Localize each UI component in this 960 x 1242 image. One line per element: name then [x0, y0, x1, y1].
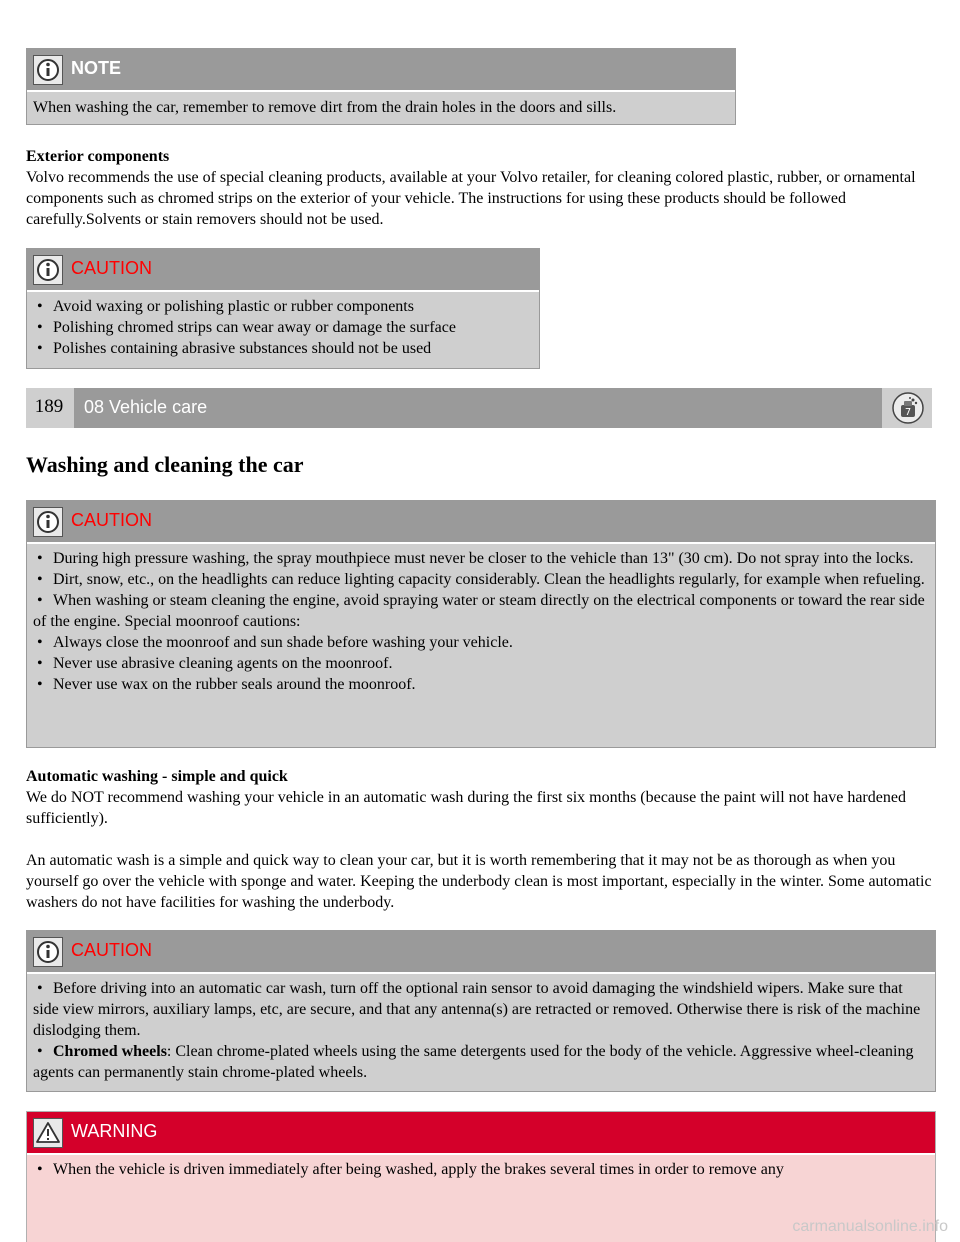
caution-list-1	[33, 296, 533, 359]
list-item: • Before driving into an automatic car wash, turn off the optional rain sensor to avoid damaging the windshield wipers. Make sure that side view mirrors, auxiliary lamps, etc, are secure, and that any antenna(s) are retracted or removed. Otherwise there is risk of the machine dislodging them.	[33, 978, 929, 1041]
page-number: 189	[34, 396, 64, 417]
list-item: • Avoid waxing or polishing plastic or rubber components	[33, 296, 533, 317]
list-item: • During high pressure washing, the spray mouthpiece must never be closer to the vehicle than 13" (30 cm). Do not spray into the locks.	[33, 548, 929, 569]
caution-header-1	[27, 249, 539, 292]
caution-header-2	[27, 501, 935, 544]
automatic-text-1: We do NOT recommend washing your vehicle in an automatic wash during the first six months (because the paint will not have hardened sufficiently).	[26, 789, 906, 827]
list-item: • When washing or steam cleaning the engine, avoid spraying water or steam directly on the electrical components or toward the rear side of the engine. Special moonroof cautions:	[33, 590, 929, 632]
list-item	[33, 1041, 929, 1083]
exterior-text: Volvo recommends the use of special cleaning products, available at your Volvo retailer, for cleaning colored plastic, rubber, or ornamental components such as chromed strips on the exterior of your vehicle. The instructions for using these products should be followed carefully.Solvents or stain removers should not be used.	[26, 169, 916, 228]
caution-box-1	[26, 248, 540, 369]
warning-body	[27, 1155, 935, 1186]
caution-body-2	[27, 544, 935, 701]
caution-list-2	[33, 548, 929, 695]
info-icon	[33, 55, 63, 85]
caution-title-2: CAUTION	[71, 510, 152, 530]
caution-title-1: CAUTION	[71, 258, 152, 278]
list-item: • Never use wax on the rubber seals around the moonroof.	[33, 674, 929, 695]
warning-title: WARNING	[71, 1121, 158, 1141]
info-icon	[33, 255, 63, 285]
section-title: Washing and cleaning the car	[26, 452, 304, 477]
note-header	[27, 49, 735, 92]
car-care-icon	[892, 392, 924, 424]
list-item: • When the vehicle is driven immediately after being washed, apply the brakes several times in order to remove any	[33, 1159, 929, 1180]
caution-body-3	[27, 974, 935, 1089]
note-title: NOTE	[71, 58, 122, 78]
caution-body-1	[27, 292, 539, 365]
warning-header	[27, 1112, 935, 1155]
automatic-text-2: An automatic wash is a simple and quick way to clean your car, but it is worth remembering that it may not be as thorough as when you yourself go over the vehicle with sponge and water. Keeping the underbody clean is most important, especially in the winter. Some automatic washers do not have facilities for washing the underbody.	[26, 852, 932, 911]
chromed-wheels-label: Chromed wheels	[53, 1043, 167, 1060]
info-icon	[33, 507, 63, 537]
caution-box-3	[26, 930, 936, 1092]
caution-box-2	[26, 500, 936, 748]
info-icon	[33, 937, 63, 967]
caution-header-3	[27, 931, 935, 974]
warning-list	[33, 1159, 929, 1180]
list-item: • Dirt, snow, etc., on the headlights can reduce lighting capacity considerably. Clean the headlights regularly, for example when refueling.	[33, 569, 929, 590]
list-item: • Polishes containing abrasive substances should not be used	[33, 338, 533, 359]
list-item: • Polishing chromed strips can wear away or damage the surface	[33, 317, 533, 338]
note-box	[26, 48, 736, 125]
svg-text:7: 7	[904, 407, 912, 418]
chapter-title: 08 Vehicle care	[84, 397, 208, 417]
exterior-section	[26, 146, 936, 230]
chapter-title-bar	[74, 388, 882, 428]
caution-title-3: CAUTION	[71, 940, 152, 960]
list-item: • Never use abrasive cleaning agents on the moonroof.	[33, 653, 929, 674]
exterior-heading: Exterior components	[26, 148, 170, 165]
chapter-header	[26, 388, 932, 428]
note-text: When washing the car, remember to remove dirt from the drain holes in the doors and sills.	[33, 99, 617, 116]
chromed-wheels-text: : Clean chrome-plated wheels using the same detergents used for the body of the vehicle. Aggressive wheel-cleaning agents can permanently stain chrome-plated wheels.	[33, 1043, 914, 1081]
automatic-heading: Automatic washing - simple and quick	[26, 768, 288, 785]
list-item: • Always close the moonroof and sun shade before washing your vehicle.	[33, 632, 929, 653]
caution-list-3	[33, 978, 929, 1083]
automatic-section	[26, 766, 936, 829]
watermark: carmanualsonline.info	[792, 1218, 948, 1235]
warning-triangle-icon	[33, 1118, 63, 1148]
